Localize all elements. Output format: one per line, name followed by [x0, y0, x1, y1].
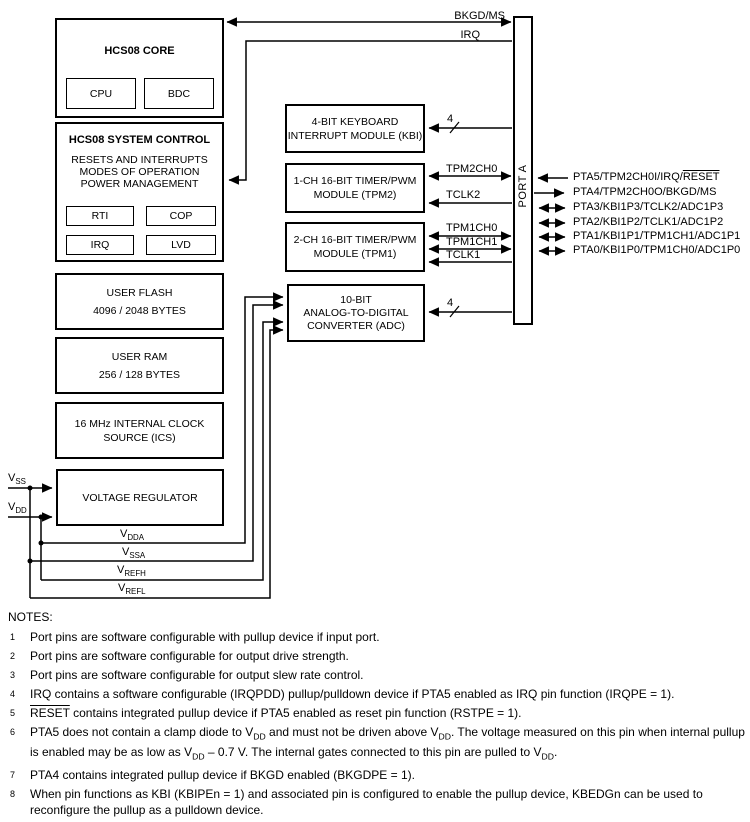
note-number: 3	[10, 670, 16, 680]
vdd-label: $V_{DD}$	[8, 501, 27, 516]
ics-block	[55, 402, 224, 459]
irq-label: IRQ	[460, 29, 480, 41]
tclk1-label: TCLK1	[446, 249, 481, 261]
kbi-line: 4-BIT KEYBOARD	[311, 115, 399, 128]
note-text: Port pins are software configurable with pullup device if input port.	[30, 630, 380, 644]
note-number: 4	[10, 689, 16, 699]
tpm1ch1-label: TPM1CH1	[446, 236, 498, 248]
vss-label: $V_{SS}$	[8, 472, 26, 487]
tpm2-line: MODULE (TPM2)	[313, 189, 397, 201]
pin-label-pta1: PTA1/KBI1P1/TPM1CH1/ADC1P1	[573, 230, 741, 242]
note-text: PTA4 contains integrated pullup device if BKGD enabled (BKGDPE = 1).	[30, 768, 415, 783]
ics-line: SOURCE (ICS)	[103, 431, 176, 444]
port-a-bar	[513, 16, 533, 325]
system-control-line: POWER MANAGEMENT	[80, 178, 199, 190]
tpm1-line: MODULE (TPM1)	[313, 248, 397, 260]
tpm1-line: 2-CH 16-BIT TIMER/PWM	[293, 234, 417, 246]
voltage-regulator-line: VOLTAGE REGULATOR	[82, 491, 198, 504]
system-control-line: MODES OF OPERATION	[79, 166, 200, 178]
note-4	[0, 687, 750, 703]
vdda-label: $V_{DDA}$	[120, 528, 145, 543]
vrefl-label: $V_{REFL}$	[118, 582, 146, 597]
note-5	[0, 706, 750, 722]
note-text: Port pins are software configurable for output drive strength.	[30, 649, 349, 663]
bdc-block: BDC	[144, 78, 214, 109]
tclk2-label: TCLK2	[446, 189, 481, 201]
tpm1-block	[285, 222, 425, 272]
note-text: Port pins are software configurable for output slew rate control.	[30, 668, 364, 682]
user-flash-block	[55, 273, 224, 330]
tpm2-line: 1-CH 16-BIT TIMER/PWM	[293, 175, 417, 187]
vrefh-label: $V_{REFH}$	[117, 564, 146, 579]
adc-line: ANALOG-TO-DIGITAL	[303, 306, 409, 319]
pin-label-pta2: PTA2/KBI1P2/TCLK1/ADC1P2	[573, 216, 724, 228]
note-6	[0, 725, 750, 765]
pin-label-pta0: PTA0/KBI1P0/TPM1CH0/ADC1P0	[573, 244, 741, 256]
note-number: 2	[10, 651, 16, 661]
system-control-line: RESETS AND INTERRUPTS	[71, 154, 208, 166]
note-2	[0, 649, 750, 665]
adc-line: 10-BIT	[340, 293, 372, 306]
tpm2ch0-label: TPM2CH0	[446, 163, 498, 175]
pin-arrows	[534, 178, 568, 251]
cop-block: COP	[146, 206, 216, 226]
hcs08-core-block	[55, 18, 224, 118]
ics-line: 16 MHz INTERNAL CLOCK	[74, 417, 205, 430]
port-a-label: PORT A	[517, 164, 529, 208]
note-1	[0, 630, 750, 646]
adc-line: CONVERTER (ADC)	[307, 319, 405, 332]
user-ram-block	[55, 337, 224, 394]
kbi-line: INTERRUPT MODULE (KBI)	[287, 129, 423, 142]
note-number: 8	[10, 789, 16, 800]
notes-section	[0, 610, 750, 818]
note-text: When pin functions as KBI (KBIPEn = 1) and associated pin is configured to enable the pullup device, KBEDGn can be used to reconfigure the pullup as a pulldown device.	[30, 787, 703, 817]
note-text: RESET contains integrated pullup device if PTA5 enabled as reset pin function (RSTPE = 1).	[30, 706, 522, 720]
rti-block: RTI	[66, 206, 134, 226]
tpm2-block	[285, 163, 425, 213]
note-7	[0, 768, 750, 784]
note-text: PTA5 does not contain a clamp diode to $V_{DD}$ and must not be driven above $V_{DD}$. The voltage measured on this pin when internal pullup is enabled may be as low as $V_{DD} - 0.7$ V. The internal gates connected to this pin are pulled to $V_{DD}$.	[30, 725, 745, 762]
cpu-block: CPU	[66, 78, 136, 109]
pin-label-pta5: PTA5/TPM2CH0I/IRQ/RESET	[573, 171, 720, 183]
kbi-block	[285, 104, 425, 153]
irq-block: IRQ	[66, 235, 134, 255]
user-ram-line: USER RAM	[111, 350, 168, 363]
lvd-block: LVD	[146, 235, 216, 255]
note-number: 1	[10, 632, 16, 642]
note-number: 6	[10, 727, 16, 737]
adc-bus-width-label: 4	[446, 297, 454, 309]
notes-heading: NOTES:	[8, 610, 53, 624]
user-ram-size: 256 / 128 BYTES	[98, 368, 181, 381]
vssa-label: $V_{SSA}$	[122, 546, 146, 561]
user-flash-size: 4096 / 2048 BYTES	[93, 304, 186, 317]
pin-label-pta3: PTA3/KBI1P3/TCLK2/ADC1P3	[573, 201, 724, 213]
kbi-bus-width-label: 4	[446, 113, 454, 125]
note-number: 5	[10, 708, 16, 718]
note-number: 7	[10, 770, 16, 781]
system-control-title: HCS08 SYSTEM CONTROL	[68, 134, 211, 146]
user-flash-line: USER FLASH	[106, 286, 173, 299]
voltage-regulator-block	[56, 469, 224, 526]
note-3	[0, 668, 750, 684]
system-control-block	[55, 122, 224, 262]
hcs08-core-title: HCS08 CORE	[104, 45, 175, 57]
system-control-functions	[57, 154, 222, 190]
adc-block	[287, 284, 425, 342]
note-8	[0, 787, 750, 818]
note-text: IRQ contains a software configurable (IRQPDD) pullup/pulldown device if PTA5 enabled as IRQ pin function (IRQPE = 1).	[30, 687, 675, 701]
pin-label-pta4: PTA4/TPM2CH0O/BKGD/MS	[573, 186, 717, 198]
bkgd-ms-label: BKGD/MS	[454, 10, 505, 22]
tpm1ch0-label: TPM1CH0	[446, 222, 498, 234]
